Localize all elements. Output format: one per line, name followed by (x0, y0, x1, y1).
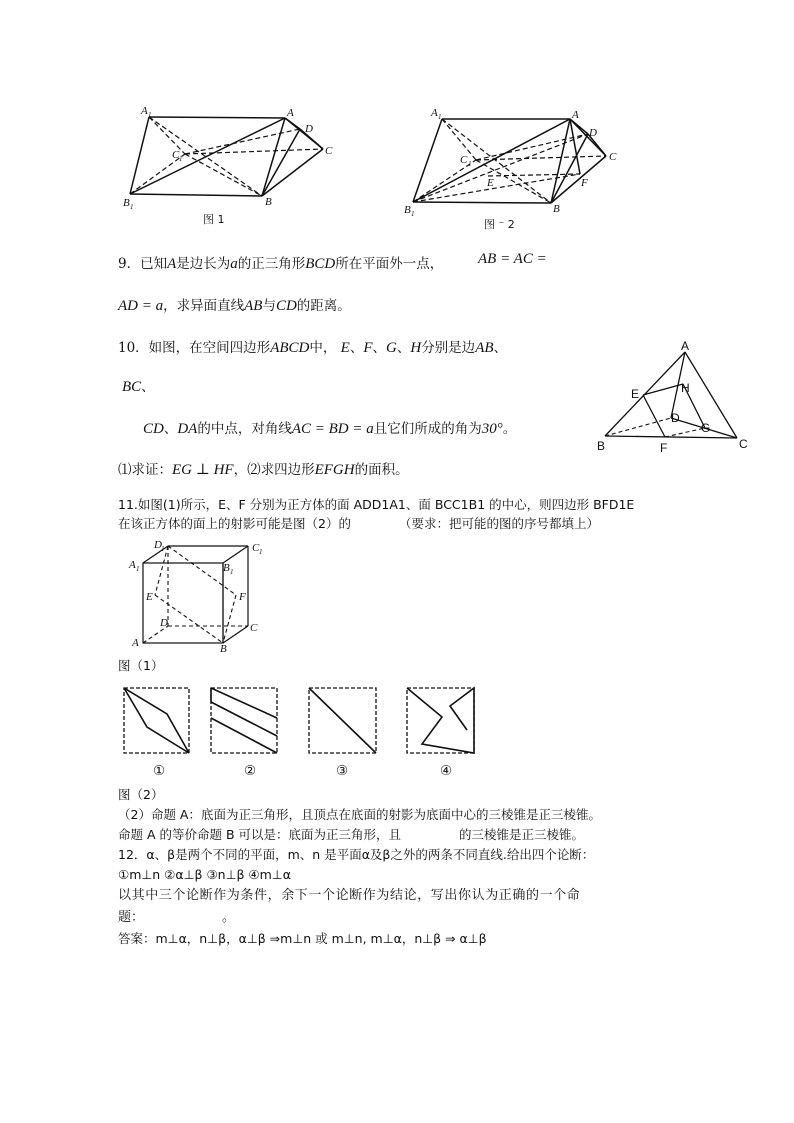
question-12-line-2: ①m⊥n ②α⊥β ③n⊥β ④m⊥α (118, 867, 291, 882)
svg-text:F: F (581, 177, 588, 189)
option-label-4: ④ (440, 763, 453, 779)
svg-text:D: D (671, 411, 680, 425)
svg-text:C: C (250, 622, 258, 634)
svg-text:E: E (487, 177, 494, 189)
figure-1-label: 图（1） (118, 658, 164, 673)
svg-text:1: 1 (468, 160, 472, 168)
svg-text:1: 1 (148, 111, 152, 119)
svg-text:E: E (146, 591, 153, 603)
option-label-1: ① (153, 763, 166, 779)
svg-text:C: C (172, 149, 180, 161)
option-2-line-b (211, 718, 277, 753)
question-10-line-2: BC、 (122, 379, 155, 395)
svg-text:1: 1 (161, 545, 165, 553)
svg-text:D: D (305, 123, 313, 135)
question-12-answer: 答案：m⊥α，n⊥β，α⊥β ⇒m⊥n 或 m⊥n, m⊥α，n⊥β ⇒ α⊥β (118, 931, 487, 946)
svg-text:A: A (572, 109, 579, 121)
option-label-3: ③ (336, 763, 349, 779)
figure-1-prism (115, 102, 335, 232)
question-12-line-1: 12．α、β是两个不同的平面，m、n 是平面α及β之外的两条不同直线.给出四个论断： (118, 847, 595, 862)
question-10-line-4: ⑴求证：EG ⊥ HF，⑵求四边形EFGH的面积。 (118, 462, 409, 478)
question-12-line-4: 题： 。 (118, 910, 236, 925)
svg-text:A: A (431, 107, 438, 119)
tetrahedron-figure (595, 340, 765, 460)
figure-1-caption: 图 1 (203, 213, 225, 226)
svg-text:D: D (154, 539, 162, 551)
svg-text:A: A (287, 107, 294, 119)
svg-text:B: B (597, 439, 606, 453)
svg-text:C: C (739, 437, 748, 451)
svg-text:B: B (220, 643, 227, 655)
svg-text:B: B (123, 197, 130, 209)
svg-text:A: A (132, 637, 139, 649)
figure-2-label: 图（2） (118, 787, 164, 802)
svg-text:C: C (460, 154, 468, 166)
svg-text:D: D (160, 617, 168, 629)
option-4-shape (407, 688, 474, 753)
option-label-2: ② (244, 763, 257, 779)
question-9-line-1: 9．已知A是边长为a的正三角形BCD所在平面外一点， (118, 256, 444, 272)
svg-text:G: G (701, 421, 711, 435)
svg-text:1: 1 (179, 155, 183, 163)
figure-2-caption: 图 ⁻ 2 (484, 218, 515, 231)
option-2-line-c (211, 688, 277, 718)
figure-2-prism (398, 102, 628, 232)
option-3-diagonal (309, 688, 376, 753)
svg-text:E: E (631, 387, 640, 401)
svg-text:C: C (609, 151, 617, 163)
svg-text:B: B (553, 203, 560, 215)
svg-text:B: B (265, 196, 272, 208)
question-9-equation-1: AB = AC = (478, 251, 547, 267)
proposition-line-1: （2）命题 A：底面为正三角形，且顶点在底面的射影为底面中心的三棱锥是正三棱锥。 (118, 807, 601, 822)
question-11-line-2: 在该正方体的面上的射影可能是图（2）的 （要求：把可能的图的序号都填上） (118, 516, 599, 531)
label-A1: A (141, 105, 148, 117)
svg-text:1: 1 (130, 203, 134, 211)
question-9-line-2: AD = a，求异面直线AB与CD的距离。 (118, 298, 351, 314)
svg-text:C: C (325, 145, 333, 157)
svg-text:B: B (223, 562, 230, 574)
proposition-line-2: 命题 A 的等价命题 B 可以是：底面为正三角形，且 的三棱锥是正三棱锥。 (118, 827, 585, 842)
question-10-line-3: CD、DA的中点，对角线AC = BD = a且它们所成的角为30°。 (143, 421, 517, 437)
svg-text:1: 1 (136, 565, 140, 573)
svg-text:1: 1 (438, 113, 442, 121)
svg-text:C: C (252, 542, 260, 554)
svg-text:1: 1 (230, 568, 234, 576)
svg-text:1: 1 (259, 548, 263, 556)
projection-options (120, 684, 500, 759)
svg-text:H: H (681, 381, 690, 395)
svg-text:1: 1 (411, 210, 415, 218)
svg-text:A: A (129, 559, 136, 571)
svg-text:F: F (239, 591, 246, 603)
svg-text:A: A (681, 339, 690, 353)
svg-text:F: F (660, 441, 668, 455)
option-1-shape (124, 688, 189, 753)
question-12-line-3: 以其中三个论断作为条件，余下一个论断作为结论，写出你认为正确的一个命 (118, 888, 581, 903)
question-10-line-1: 10．如图，在空间四边形ABCD中， E、F、G、H分别是边AB、 (118, 340, 508, 356)
svg-text:D: D (589, 127, 597, 139)
svg-text:B: B (404, 204, 411, 216)
question-11-line-1: 11.如图(1)所示，E、F 分别为正方体的面 ADD1A1、面 BCC1B1 的中心，则四边形 BFD1E (118, 497, 635, 512)
cube-figure (126, 538, 276, 653)
option-2-line-a (211, 702, 277, 736)
